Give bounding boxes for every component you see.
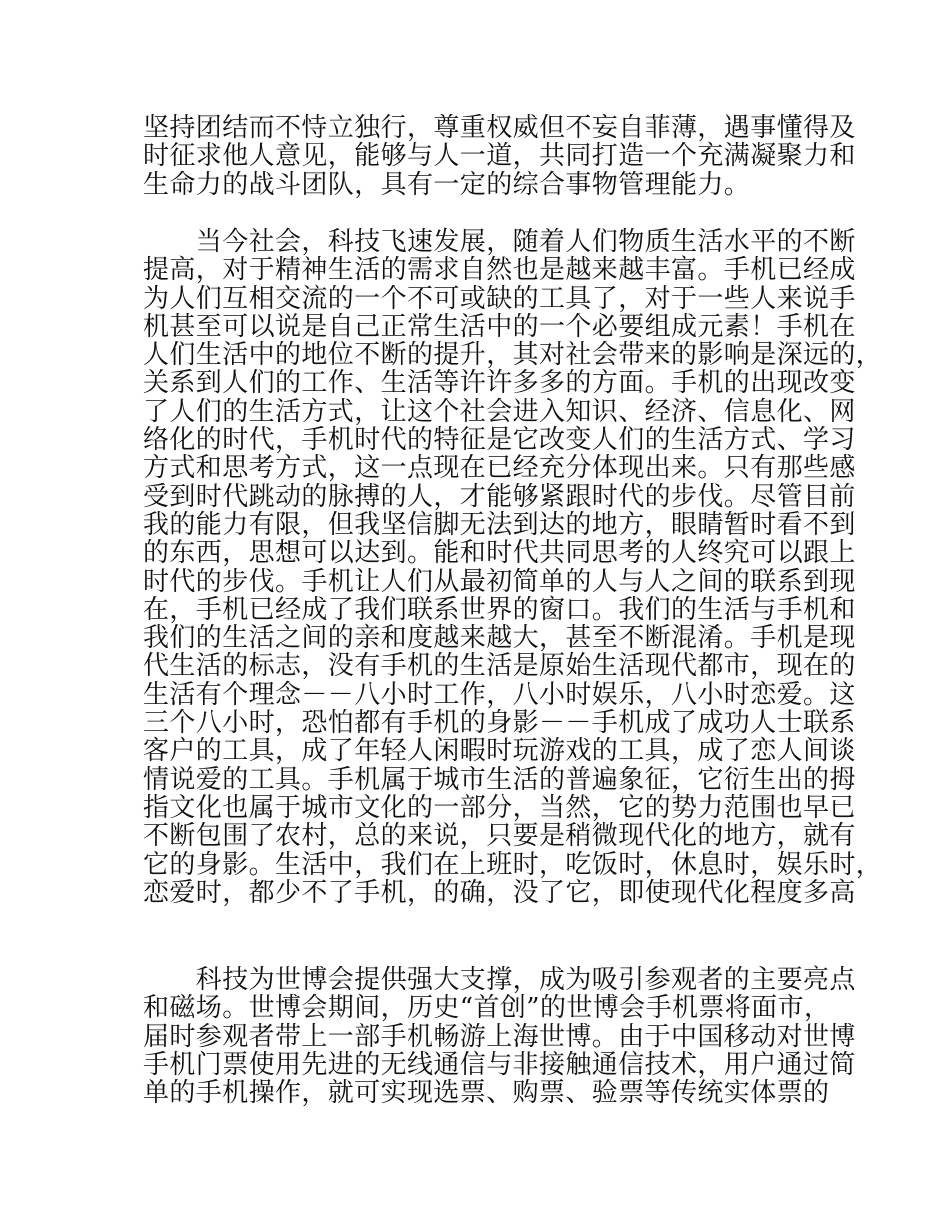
text-line: 和磁场。世博会期间，历史“首创”的世博会手机票将面市， [143, 993, 831, 1024]
text-line: 时征求他人意见，能够与人一道，共同打造一个充满凝聚力和 [143, 141, 856, 172]
text-line: 客户的工具，成了年轻人闲暇时玩游戏的工具，成了恋人间谈 [143, 736, 856, 767]
text-line: 单的手机操作，就可实现选票、购票、验票等传统实体票的 [143, 1078, 830, 1109]
text-line: 络化的时代，手机时代的特征是它改变人们的生活方式、学习 [143, 425, 856, 456]
text-line: 的东西，思想可以达到。能和时代共同思考的人终究可以跟上 [143, 538, 856, 569]
text-line: 科技为世博会提供强大支撑，成为吸引参观者的主要亮点 [143, 965, 856, 995]
text-line: 三个八小时，恐怕都有手机的身影－－手机成了成功人士联系 [143, 708, 856, 739]
text-line: 指文化也属于城市文化的一部分，当然，它的势力范围也早已 [143, 792, 856, 823]
text-line: 手机门票使用先进的无线通信与非接触通信技术，用户通过简 [143, 1049, 856, 1080]
text-line: 我们的生活之间的亲和度越来越大，甚至不断混淆。手机是现 [143, 623, 856, 654]
text-line: 时代的步伐。手机让人们从最初简单的人与人之间的联系到现 [143, 566, 856, 597]
text-line: 代生活的标志，没有手机的生活是原始生活现代都市，现在的 [143, 651, 856, 682]
paragraph-2 [143, 227, 883, 908]
text-line: 在，手机已经成了我们联系世界的窗口。我们的生活与手机和 [143, 594, 856, 625]
text-line: 提高，对于精神生活的需求自然也是越来越丰富。手机已经成 [143, 255, 856, 286]
text-line: 受到时代跳动的脉搏的人，才能够紧跟时代的步伐。尽管目前 [143, 481, 856, 512]
text-line: 它的身影。生活中，我们在上班时，吃饭时，休息时，娱乐时， [143, 849, 883, 880]
text-line: 人们生活中的地位不断的提升，其对社会带来的影响是深远的， [143, 340, 883, 371]
text-line: 机甚至可以说是自己正常生活中的一个必要组成元素！手机在 [143, 311, 856, 342]
text-line: 我的能力有限，但我坚信脚无法到达的地方，眼睛暂时看不到 [143, 509, 856, 540]
text-line: 情说爱的工具。手机属于城市生活的普遍象征，它衍生出的拇 [143, 764, 856, 795]
text-line: 当今社会，科技飞速发展，随着人们物质生活水平的不断 [143, 227, 856, 257]
text-line: 生活有个理念－－八小时工作，八小时娱乐，八小时恋爱。这 [143, 679, 856, 710]
paragraph-3 [143, 965, 856, 1109]
text-line: 关系到人们的工作、生活等许许多多的方面。手机的出现改变 [143, 368, 856, 399]
text-line: 恋爱时，都少不了手机，的确，没了它，即使现代化程度多高 [143, 877, 856, 908]
text-line: 坚持团结而不恃立独行，尊重权威但不妄自菲薄，遇事懂得及 [143, 113, 856, 143]
text-line: 届时参观者带上一部手机畅游上海世博。由于中国移动对世博 [143, 1021, 856, 1052]
text-line: 方式和思考方式，这一点现在已经充分体现出来。只有那些感 [143, 453, 856, 484]
text-line: 为人们互相交流的一个不可或缺的工具了，对于一些人来说手 [143, 283, 856, 314]
text-line: 了人们的生活方式，让这个社会进入知识、经济、信息化、网 [143, 396, 856, 427]
text-line: 不断包围了农村，总的来说，只要是稍微现代化的地方，就有 [143, 821, 856, 852]
paragraph-1 [143, 113, 856, 200]
text-line: 生命力的战斗团队，具有一定的综合事物管理能力。 [143, 169, 751, 200]
